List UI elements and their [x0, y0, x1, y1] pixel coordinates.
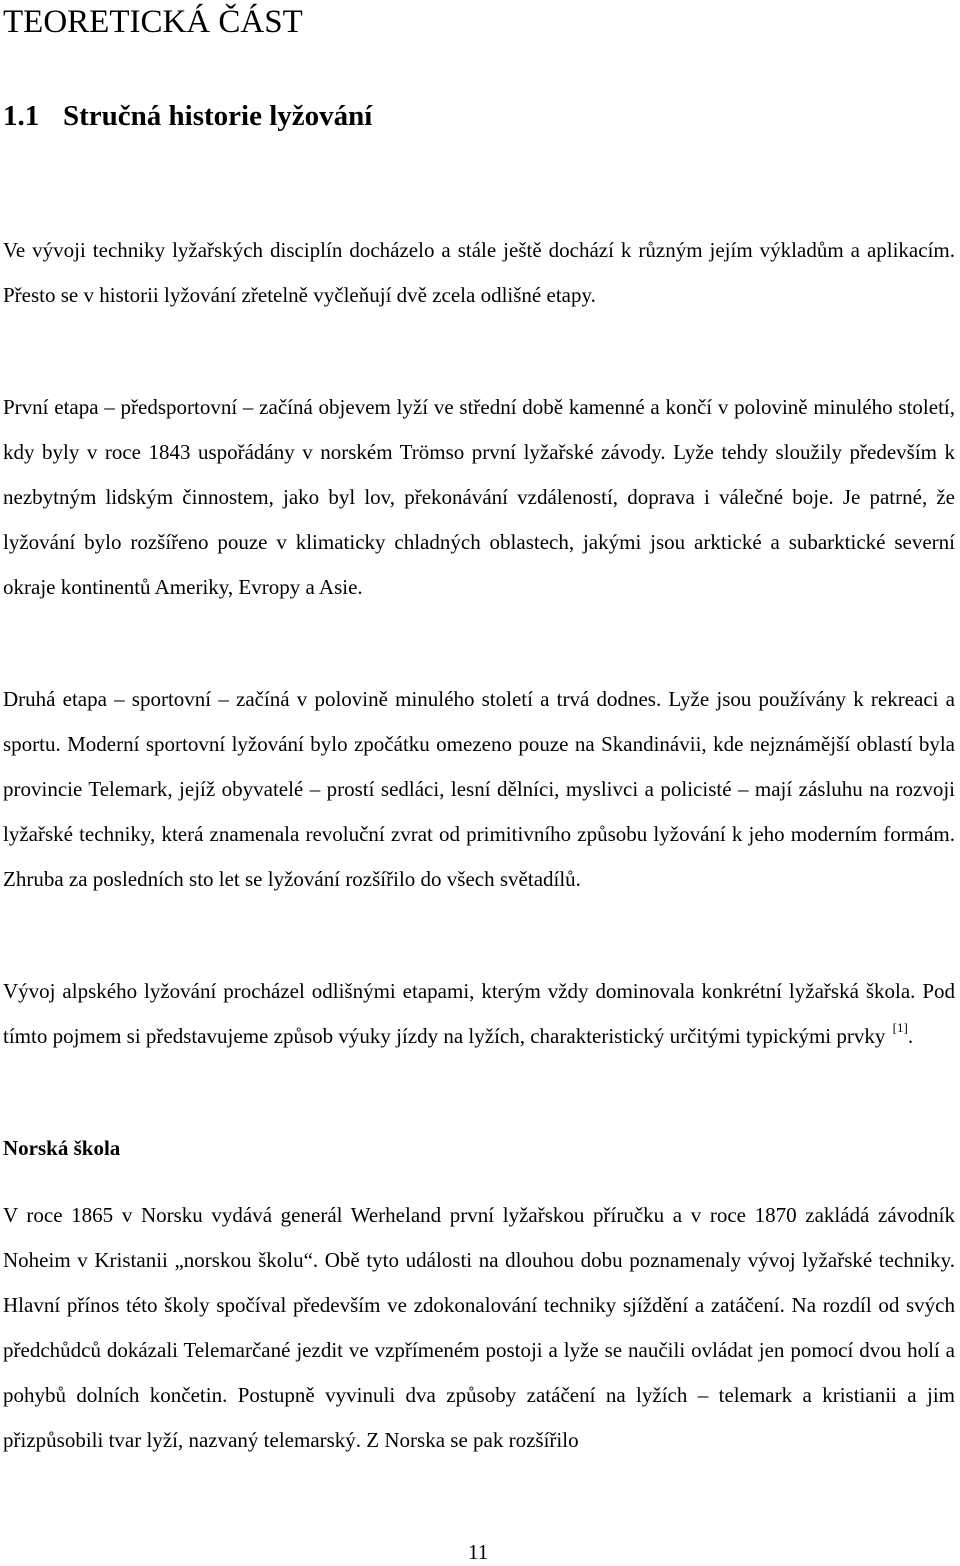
section-number: 1.1 — [3, 100, 40, 132]
section-heading — [3, 98, 372, 134]
section-title: Stručná historie lyžování — [63, 100, 373, 132]
paragraph-4-end: . — [907, 1024, 914, 1048]
paragraph-5: V roce 1865 v Norsku vydává generál Werheland první lyžařskou příručku a v roce 1870 zakládá závodník Noheim v Kristanii „norskou školu“. Obě tyto události na dlouhou dobu poznamenaly vývoj lyžařské techniky. Hlavní přínos této školy spočíval především ve zdokonalování techniky sjíždění a zatáčení. Na rozdíl od svých předchůdců dokázali Telemarčané jezdit ve vzpřímeném postoji a lyže se naučili ovládat jen pomocí dvou holí a pohybů dolních končetin. Postupně vyvinuli dva způsoby zatáčení na lyžích – telemark a kristianii a jim přizpůsobili tvar lyží, nazvaný telemarský. Z Norska se pak rozšířilo — [3, 1203, 955, 1452]
chapter-title: TEORETICKÁ ČÁST — [3, 4, 303, 40]
paragraph-1: Ve vývoji techniky lyžařských disciplín docházelo a stále ještě dochází k různým jejím výkladům a aplikacím. Přesto se v historii lyžování zřetelně vyčleňují dvě zcela odlišné etapy. — [3, 238, 955, 307]
page-number: 11 — [468, 1540, 489, 1564]
subheading-norska-skola: Norská škola — [3, 1136, 121, 1160]
paragraph-4-text: Vývoj alpského lyžování procházel odlišnými etapami, kterým vždy dominovala konkrétní lyžařská škola. Pod tímto pojmem si představujeme způsob výuky jízdy na lyžích, charakteristický určitými typickými prvky — [3, 979, 955, 1048]
paragraph-3: Druhá etapa – sportovní – začíná v polovině minulého století a trvá dodnes. Lyže jsou používány k rekreaci a sportu. Moderní sportovní lyžování bylo zpočátku omezeno pouze na Skandinávii, kde nejznámější oblastí byla provincie Telemark, jejíž obyvatelé – prostí sedláci, lesní dělníci, myslivci a policisté – mají zásluhu na rozvoji lyžařské techniky, která znamenala revoluční zvrat od primitivního způsobu lyžování k jeho moderním formám. Zhruba za posledních sto let se lyžování rozšířilo do všech světadílů. — [3, 687, 955, 891]
paragraph-2: První etapa – předsportovní – začíná objevem lyží ve střední době kamenné a končí v polovině minulého století, kdy byly v roce 1843 uspořádány v norském Trömso první lyžařské závody. Lyže tehdy sloužily především k nezbytným lidským činnostem, jako byl lov, překonávání vzdáleností, doprava i válečné boje. Je patrné, že lyžování bylo rozšířeno pouze v klimaticky chladných oblastech, jakými jsou arktické a subarktické severní okraje kontinentů Ameriky, Evropy a Asie. — [3, 395, 955, 599]
citation-ref: [1] — [892, 1020, 908, 1035]
paragraph-4 — [3, 969, 955, 1061]
